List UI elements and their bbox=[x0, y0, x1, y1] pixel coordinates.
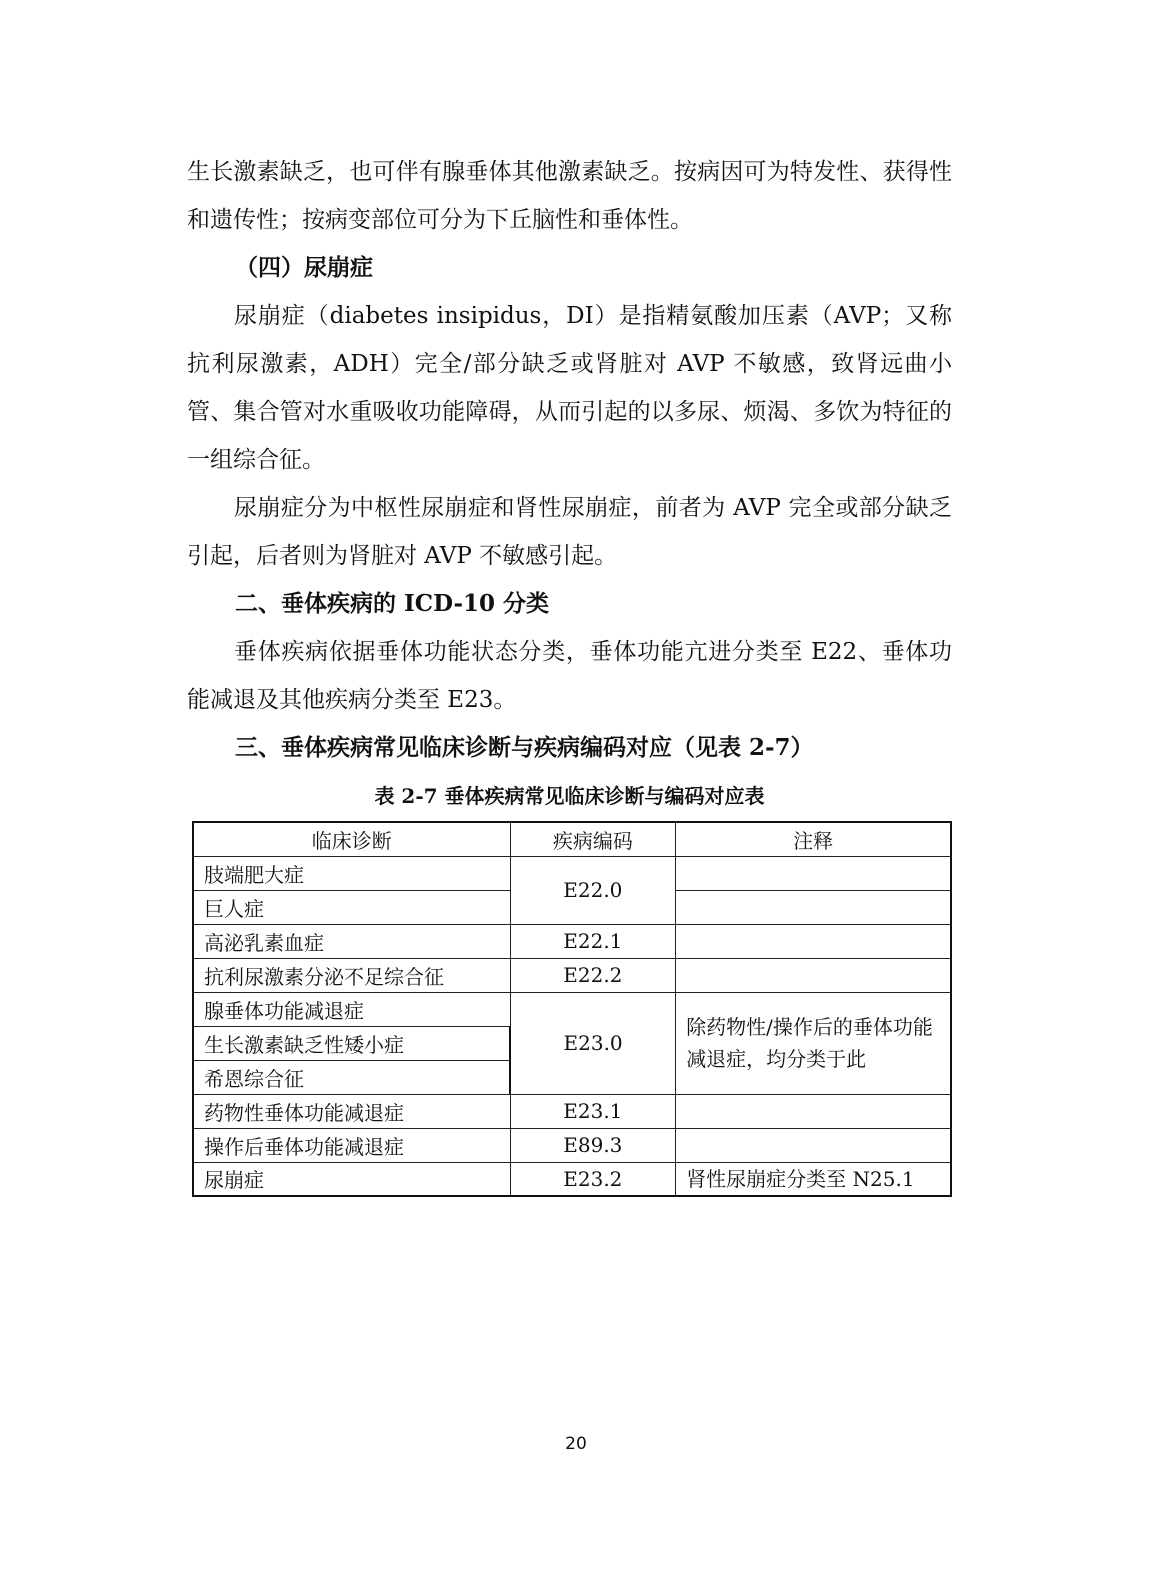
paragraph-growth-hormone-deficiency: 生长激素缺乏，也可伴有腺垂体其他激素缺乏。按病因可为特发性、获得性和遗传性；按病变部位可分为下丘脑性和垂体性。 bbox=[187, 159, 952, 233]
table-row bbox=[193, 1128, 951, 1162]
cell-note: 除药物性/操作后的垂体功能减退症，均分类于此 bbox=[676, 992, 951, 1094]
cell-note bbox=[676, 958, 951, 992]
cell-code: E89.3 bbox=[510, 1128, 676, 1162]
cell-code: E22.1 bbox=[510, 924, 676, 958]
cell-code: E23.2 bbox=[510, 1162, 676, 1196]
cell-diagnosis: 巨人症 bbox=[193, 890, 510, 924]
cell-note: 肾性尿崩症分类至 N25.1 bbox=[676, 1162, 951, 1196]
section-heading-icd10-classification: 二、垂体疾病的 ICD-10 分类 bbox=[235, 590, 550, 617]
cell-diagnosis: 腺垂体功能减退症 bbox=[193, 992, 510, 1026]
cell-note bbox=[676, 890, 951, 924]
cell-code: E22.2 bbox=[510, 958, 676, 992]
cell-diagnosis: 高泌乳素血症 bbox=[193, 924, 510, 958]
paragraph-classification-rule: 垂体疾病依据垂体功能状态分类，垂体功能亢进分类至 E22、垂体功能减退及其他疾病分类至 E23。 bbox=[187, 639, 952, 713]
table-caption: 表 2-7 垂体疾病常见临床诊断与编码对应表 bbox=[374, 784, 765, 808]
cell-diagnosis: 希恩综合征 bbox=[193, 1060, 510, 1094]
section-heading-diagnosis-code-mapping: 三、垂体疾病常见临床诊断与疾病编码对应（见表 2-7） bbox=[235, 734, 814, 761]
table-row bbox=[193, 958, 951, 992]
table-row bbox=[193, 992, 951, 1026]
paragraph-di-types: 尿崩症分为中枢性尿崩症和肾性尿崩症，前者为 AVP 完全或部分缺乏引起，后者则为肾脏对 AVP 不敏感引起。 bbox=[187, 495, 952, 569]
table-header-row bbox=[193, 822, 951, 856]
cell-code: E23.0 bbox=[510, 992, 676, 1094]
table-row bbox=[193, 1094, 951, 1128]
cell-diagnosis: 药物性垂体功能减退症 bbox=[193, 1094, 510, 1128]
table-row bbox=[193, 1162, 951, 1196]
page-number: 20 bbox=[565, 1434, 587, 1454]
cell-note bbox=[676, 856, 951, 890]
cell-code: E23.1 bbox=[510, 1094, 676, 1128]
cell-diagnosis: 操作后垂体功能减退症 bbox=[193, 1128, 510, 1162]
cell-note bbox=[676, 924, 951, 958]
header-note: 注释 bbox=[676, 822, 951, 856]
paragraph-di-definition: 尿崩症（diabetes insipidus，DI）是指精氨酸加压素（AVP；又称抗利尿激素，ADH）完全/部分缺乏或肾脏对 AVP 不敏感，致肾远曲小管、集合管对水重吸收功能障碍，从而引起的以多尿、烦渴、多饮为特征的一组综合征。 bbox=[187, 303, 952, 473]
cell-diagnosis: 尿崩症 bbox=[193, 1162, 510, 1196]
cell-note bbox=[676, 1128, 951, 1162]
cell-note bbox=[676, 1094, 951, 1128]
cell-diagnosis: 抗利尿激素分泌不足综合征 bbox=[193, 958, 510, 992]
table-row bbox=[193, 856, 951, 890]
diagnosis-code-table bbox=[192, 821, 952, 1197]
cell-diagnosis: 生长激素缺乏性矮小症 bbox=[193, 1026, 510, 1060]
section-heading-diabetes-insipidus: （四）尿崩症 bbox=[235, 254, 373, 281]
cell-diagnosis: 肢端肥大症 bbox=[193, 856, 510, 890]
cell-code: E22.0 bbox=[510, 856, 676, 924]
header-diagnosis: 临床诊断 bbox=[193, 822, 510, 856]
header-code: 疾病编码 bbox=[510, 822, 676, 856]
table-row bbox=[193, 924, 951, 958]
